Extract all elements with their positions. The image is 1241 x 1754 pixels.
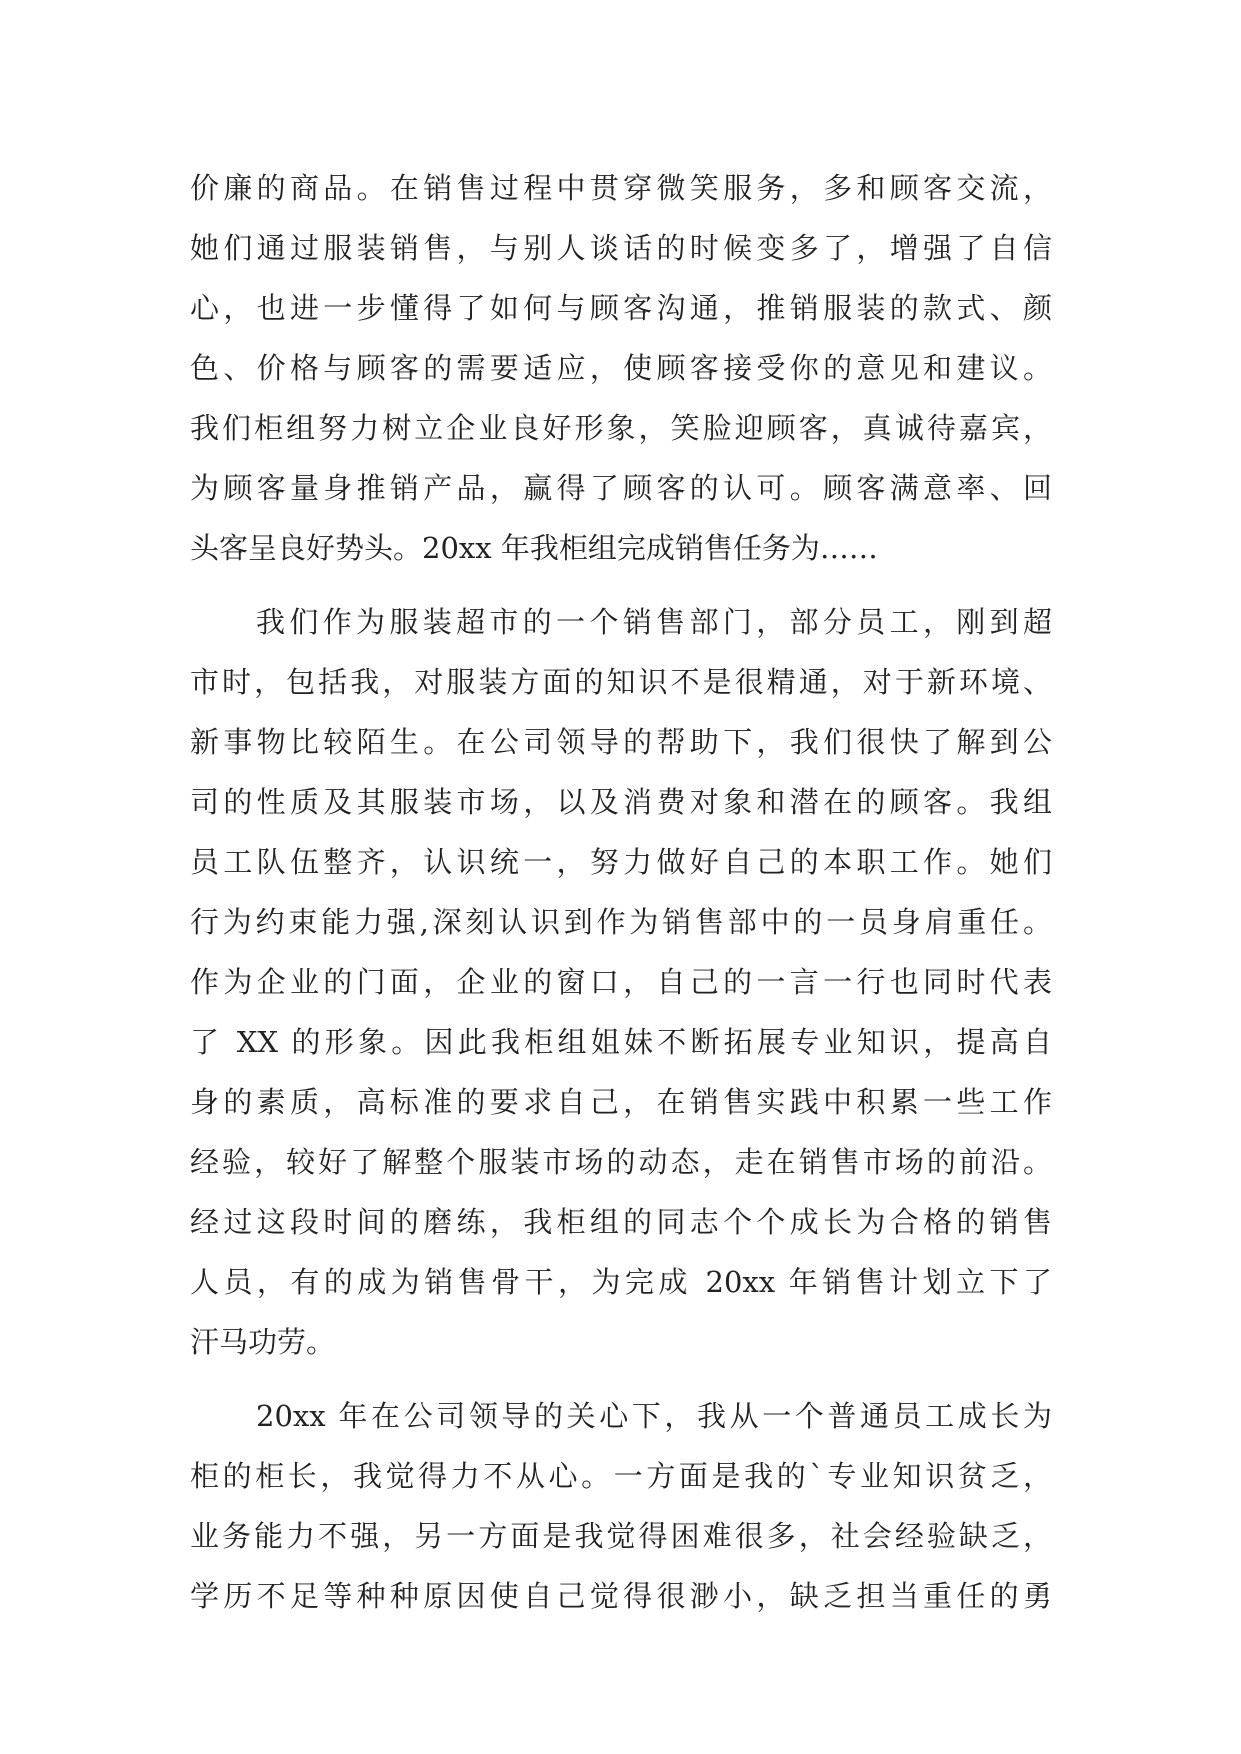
text-line: 员工队伍整齐，认识统一，努力做好自己的本职工作。她们: [190, 845, 1052, 879]
text-line: 柜的柜长，我觉得力不从心。一方面是我的`专业知识贫乏，: [190, 1459, 1052, 1493]
text-line: 为顾客量身推销产品，赢得了顾客的认可。顾客满意率、回: [190, 471, 1052, 505]
text-line: 行为约束能力强,深刻认识到作为销售部中的一员身肩重任。: [190, 905, 1052, 939]
text-line: 头客呈良好势头。20xx 年我柜组完成销售任务为……: [190, 531, 878, 565]
text-line: 学历不足等种种原因使自己觉得很渺小，缺乏担当重任的勇: [190, 1579, 1052, 1613]
text-line: 我们柜组努力树立企业良好形象，笑脸迎顾客，真诚待嘉宾，: [190, 411, 1052, 445]
text-line: 了 XX 的形象。因此我柜组姐妹不断拓展专业知识，提高自: [190, 1025, 1052, 1059]
paragraph-2: [190, 592, 1052, 1372]
text-line: 人员，有的成为销售骨干，为完成 20xx 年销售计划立下了: [190, 1265, 1052, 1299]
paragraph-3: [190, 1386, 1052, 1626]
text-line: 经验，较好了解整个服装市场的动态，走在销售市场的前沿。: [190, 1145, 1052, 1179]
text-line: 我们作为服装超市的一个销售部门，部分员工，刚到超: [256, 605, 1052, 639]
text-line: 20xx 年在公司领导的关心下，我从一个普通员工成长为: [256, 1399, 1052, 1433]
text-line: 作为企业的门面，企业的窗口，自己的一言一行也同时代表: [190, 965, 1052, 999]
text-line: 色、价格与顾客的需要适应，使顾客接受你的意见和建议。: [190, 351, 1052, 385]
text-line: 汗马功劳。: [190, 1325, 336, 1359]
text-line: 业务能力不强，另一方面是我觉得困难很多，社会经验缺乏，: [190, 1519, 1052, 1553]
text-line: 价廉的商品。在销售过程中贯穿微笑服务，多和顾客交流，: [190, 171, 1052, 205]
text-line: 身的素质，高标准的要求自己，在销售实践中积累一些工作: [190, 1085, 1052, 1119]
text-line: 她们通过服装销售，与别人谈话的时候变多了，增强了自信: [190, 231, 1052, 265]
text-line: 司的性质及其服装市场，以及消费对象和潜在的顾客。我组: [190, 785, 1052, 819]
text-line: 新事物比较陌生。在公司领导的帮助下，我们很快了解到公: [190, 725, 1052, 759]
paragraph-gap: [190, 1372, 1052, 1386]
text-line: 市时，包括我，对服装方面的知识不是很精通，对于新环境、: [190, 665, 1052, 699]
paragraph-gap: [190, 578, 1052, 592]
text-line: 心，也进一步懂得了如何与顾客沟通，推销服装的款式、颜: [190, 291, 1052, 325]
document-body: [190, 158, 1052, 1626]
paragraph-1: [190, 158, 1052, 578]
text-line: 经过这段时间的磨练，我柜组的同志个个成长为合格的销售: [190, 1205, 1052, 1239]
